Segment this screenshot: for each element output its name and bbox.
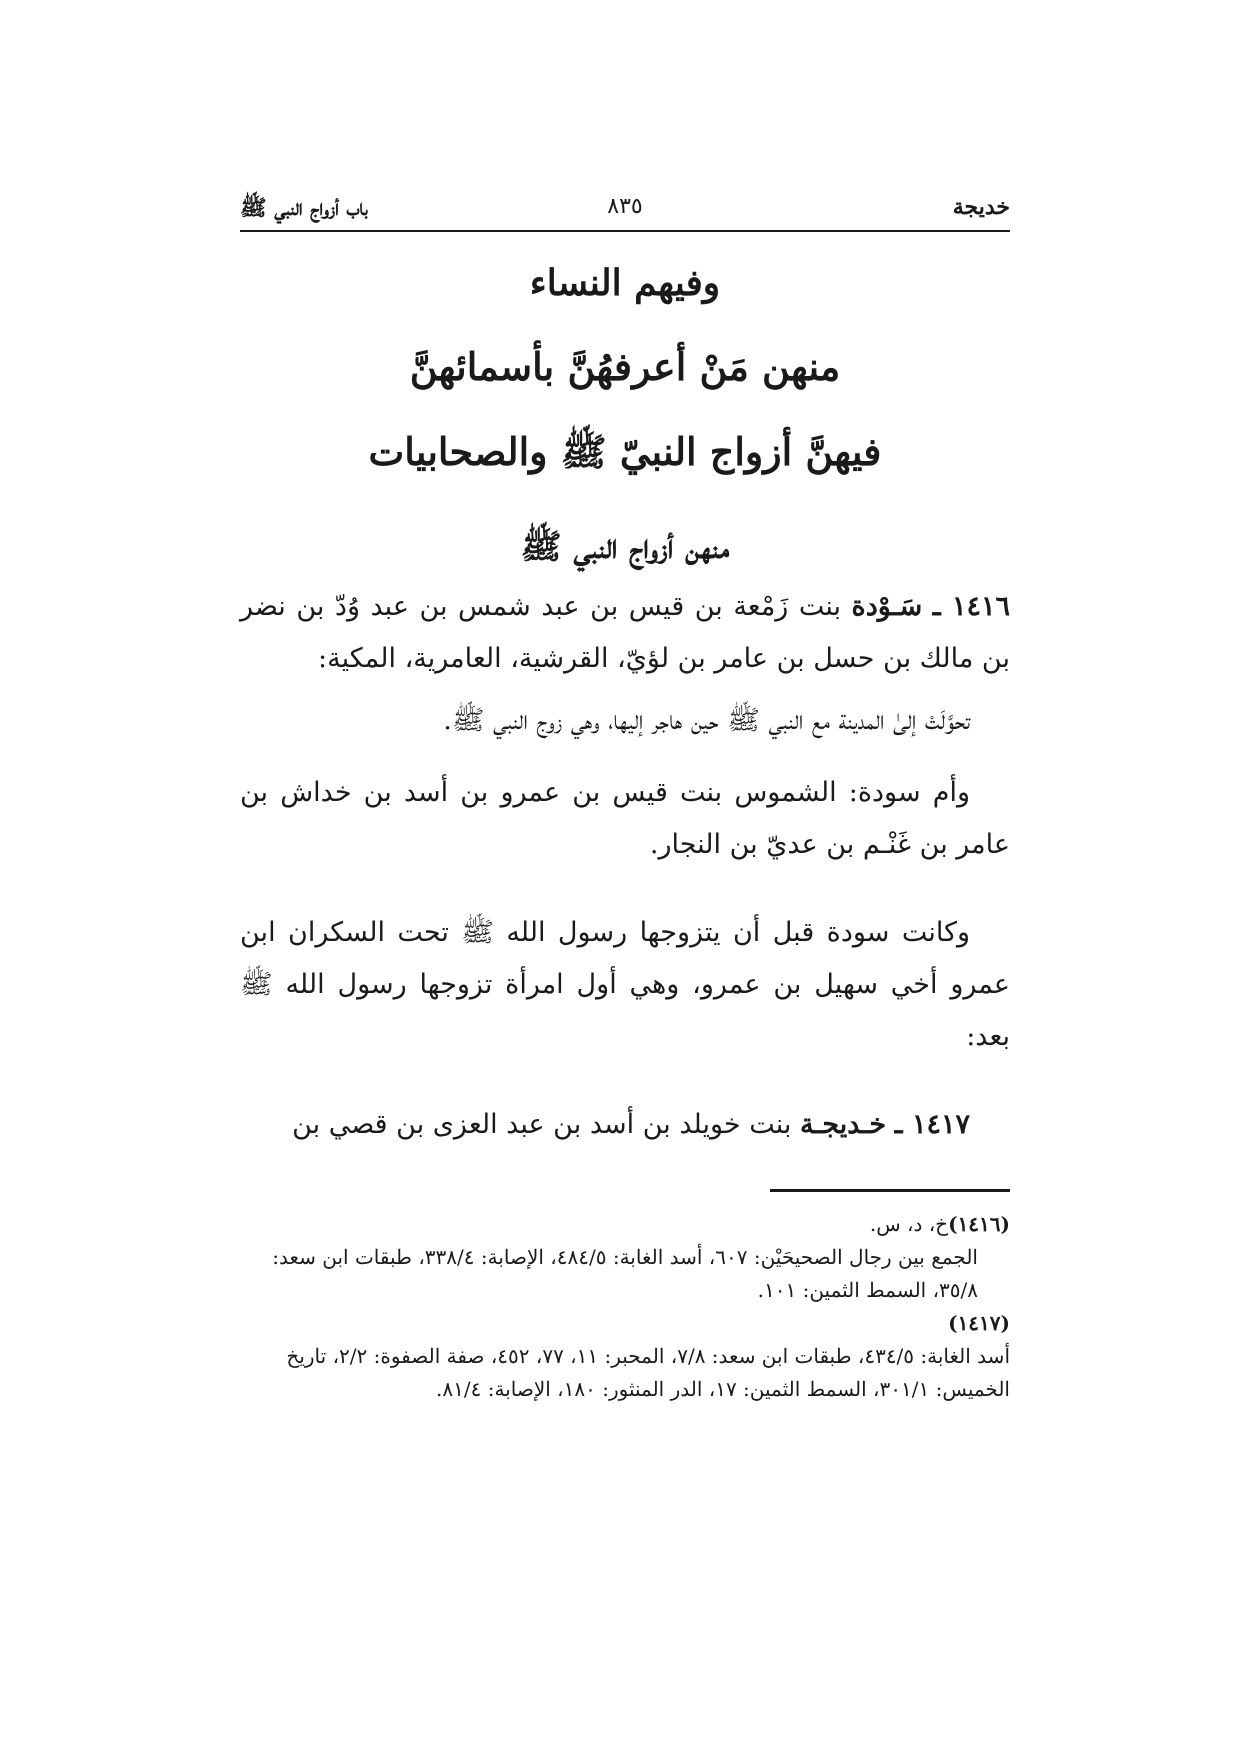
entry-name: خـديجـة	[799, 1109, 887, 1140]
footnote-sources: أسد الغابة: ٤٣٤/٥، طبقات ابن سعد: ٧/٨، المحبر: ١١، ٧٧، ٤٥٢، صفة الصفوة: ٢/٢، تاريخ الخميس: ٣٠١/١، السمط الثمين: ١٧، الدر المنثور: ١٨٠، الإصابة: ٨١/٤.	[286, 1344, 1010, 1401]
book-page	[240, 190, 1010, 1406]
entry-text: بنت زَمْعة بن قيس بن عبد شمس بن عبد وُدّ بن نضر بن مالك بن حسل بن عامر بن لؤيّ، القرشية، العامرية، المكية:	[240, 591, 1010, 674]
entry-text: بنت خويلد بن أسد بن عبد العزى بن قصي بن	[292, 1109, 800, 1140]
entry-number: ١٤١٧ ـ	[894, 1109, 970, 1140]
footnote-divider	[770, 1189, 1010, 1192]
header-chapter-title: باب أزواج النبي ﷺ	[240, 195, 368, 221]
subsection-heading: منهن مَنْ أعرفهُنَّ بأسمائهنَّ	[409, 344, 841, 389]
entry-1417	[240, 1099, 1010, 1151]
footnote-marker: (١٤١٧)	[948, 1311, 1010, 1335]
entry-name: سَـوْدة	[851, 591, 923, 622]
subsection-heading: فيهنَّ أزواج النبيّ ﷺ والصحابيات	[368, 429, 882, 474]
page-number: ٨٣٥	[607, 194, 643, 219]
footnote-sources: الجمع بين رجال الصحيحَيْن: ٦٠٧، أسد الغابة: ٤٨٤/٥، الإصابة: ٣٣٨/٤، طبقات ابن سعد: ٣٥/٨، السمط الثمين: ١٠١.	[272, 1245, 978, 1302]
footnote-marker: (١٤١٦)	[948, 1212, 1010, 1236]
running-header	[240, 190, 1010, 232]
entry-number: ١٤١٦ ـ	[932, 591, 1010, 622]
header-entry-name: خديجة	[952, 194, 1010, 220]
footnotes	[240, 1208, 1010, 1406]
body-paragraph: تحوَّلَتْ إلىٰ المدينة مع النبي ﷺ حين هاجر إليها، وهي زوج النبي ﷺ.	[443, 705, 970, 736]
footnote-1417	[240, 1307, 1010, 1406]
body-paragraph: وأم سودة: الشموس بنت قيس بن عمرو بن أسد بن خداش بن عامر بن غَنْـم بن عديّ بن النجار.	[240, 777, 1010, 860]
entry-1416	[240, 581, 1010, 685]
footnote-codes: خ، د، س.	[869, 1212, 949, 1236]
subsection-heading: منهن أزواج النبي ﷺ	[520, 527, 730, 567]
footnote-1416	[240, 1208, 1010, 1307]
body-paragraph: وكانت سودة قبل أن يتزوجها رسول الله ﷺ تحت السكران ابن عمرو أخي سهيل بن عمرو، وهي أول امرأة تزوجها رسول الله ﷺ بعد:	[240, 917, 1010, 1052]
section-heading: وفيهم النساء	[529, 262, 721, 304]
